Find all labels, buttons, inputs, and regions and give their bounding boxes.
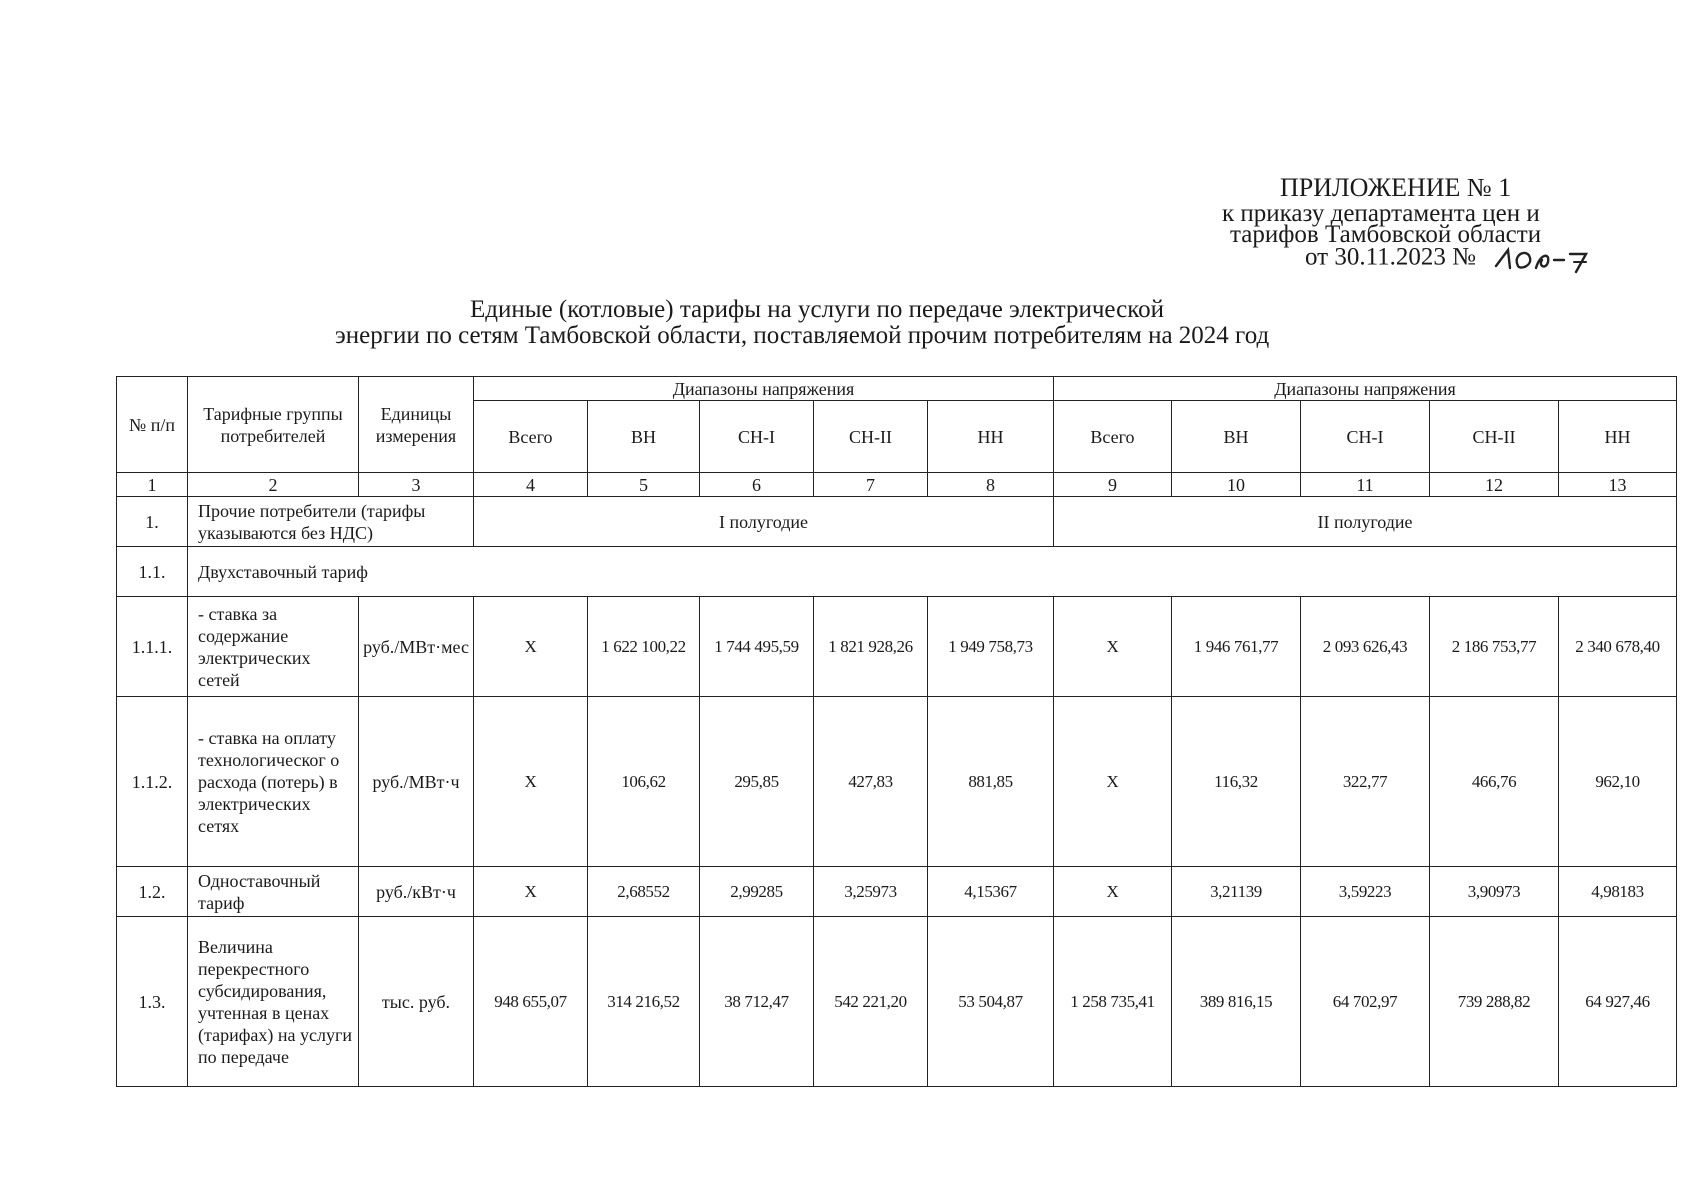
- value-cell: 2 340 678,40: [1559, 597, 1677, 697]
- row-num: 1.1.2.: [117, 697, 188, 867]
- subheader-cell: НН: [928, 401, 1054, 473]
- header-voltage-first-half: Диапазоны напряжения: [474, 377, 1054, 401]
- value-cell: 3,25973: [814, 867, 928, 917]
- row-unit: руб./МВт·мес: [359, 597, 474, 697]
- value-cell: Х: [474, 597, 588, 697]
- value-cell: 314 216,52: [588, 917, 700, 1087]
- value-cell: Х: [474, 697, 588, 867]
- row-name: Величина перекрестного субсидирования, учтенная в ценах (тарифах) на услуги по передаче: [188, 917, 359, 1087]
- value-cell: 427,83: [814, 697, 928, 867]
- value-cell: 64 927,46: [1559, 917, 1677, 1087]
- subheader-cell: СН-I: [700, 401, 814, 473]
- value-cell: 1 622 100,22: [588, 597, 700, 697]
- table-row: [117, 697, 1677, 867]
- half-year-1-label: I полугодие: [474, 497, 1054, 547]
- value-cell: 542 221,20: [814, 917, 928, 1087]
- row-num: 1.3.: [117, 917, 188, 1087]
- appendix-order-date: от 30.11.2023 №: [1305, 243, 1477, 271]
- value-cell: 1 821 928,26: [814, 597, 928, 697]
- subheader-cell: ВН: [1172, 401, 1301, 473]
- value-cell: 1 946 761,77: [1172, 597, 1301, 697]
- value-cell: Х: [474, 867, 588, 917]
- value-cell: 3,21139: [1172, 867, 1301, 917]
- subheader-cell: Всего: [474, 401, 588, 473]
- subheader-cell: СН-II: [814, 401, 928, 473]
- appendix-line-3: [1305, 244, 1600, 274]
- table-header-row: [117, 377, 1677, 401]
- document-title-line-2: энергии по сетям Тамбовской области, поставляемой прочим потребителям на 2024 год: [335, 322, 1270, 349]
- column-index-cell: 3: [359, 473, 474, 497]
- value-cell: 53 504,87: [928, 917, 1054, 1087]
- handwritten-order-number-icon: [1490, 244, 1600, 274]
- value-cell: 2,99285: [700, 867, 814, 917]
- value-cell: 1 744 495,59: [700, 597, 814, 697]
- subheader-cell: ВН: [588, 401, 700, 473]
- value-cell: 3,90973: [1430, 867, 1559, 917]
- value-cell: 295,85: [700, 697, 814, 867]
- column-index-cell: 11: [1301, 473, 1430, 497]
- value-cell: 2,68552: [588, 867, 700, 917]
- row-unit: тыс. руб.: [359, 917, 474, 1087]
- value-cell: 948 655,07: [474, 917, 588, 1087]
- column-index-row: [117, 473, 1677, 497]
- header-units: Единицы измерения: [359, 377, 474, 473]
- value-cell: 2 093 626,43: [1301, 597, 1430, 697]
- row-unit: руб./кВт·ч: [359, 867, 474, 917]
- value-cell: 466,76: [1430, 697, 1559, 867]
- subheader-cell: НН: [1559, 401, 1677, 473]
- header-num: № п/п: [117, 377, 188, 473]
- column-index-cell: 1: [117, 473, 188, 497]
- value-cell: 1 258 735,41: [1054, 917, 1172, 1087]
- row-name: Прочие потребители (тарифы указываются без НДС): [188, 497, 474, 547]
- subheader-cell: СН-II: [1430, 401, 1559, 473]
- value-cell: 64 702,97: [1301, 917, 1430, 1087]
- column-index-cell: 7: [814, 473, 928, 497]
- column-index-cell: 5: [588, 473, 700, 497]
- row-name: - ставка за содержание электрических сетей: [188, 597, 359, 697]
- value-cell: 389 816,15: [1172, 917, 1301, 1087]
- value-cell: 322,77: [1301, 697, 1430, 867]
- value-cell: 2 186 753,77: [1430, 597, 1559, 697]
- value-cell: 739 288,82: [1430, 917, 1559, 1087]
- column-index-cell: 2: [188, 473, 359, 497]
- value-cell: 106,62: [588, 697, 700, 867]
- value-cell: 962,10: [1559, 697, 1677, 867]
- column-index-cell: 9: [1054, 473, 1172, 497]
- table-row: [117, 597, 1677, 697]
- subheader-cell: СН-I: [1301, 401, 1430, 473]
- subheader-cell: Всего: [1054, 401, 1172, 473]
- value-cell: Х: [1054, 867, 1172, 917]
- appendix-line-1: к приказу департамента цен и: [1222, 200, 1540, 227]
- value-cell: 3,59223: [1301, 867, 1430, 917]
- value-cell: 116,32: [1172, 697, 1301, 867]
- row-num: 1.1.: [117, 547, 188, 597]
- row-name: Одноставочный тариф: [188, 867, 359, 917]
- row-name: - ставка на оплату технологическог о расхода (потерь) в электрических сетях: [188, 697, 359, 867]
- table-row: [117, 867, 1677, 917]
- appendix-line-2: тарифов Тамбовской области: [1230, 221, 1542, 248]
- table-row-section-1: [117, 497, 1677, 547]
- row-name: Двухставочный тариф: [188, 547, 1677, 597]
- document-title-line-1: Единые (котловые) тарифы на услуги по передаче электрической: [470, 296, 1164, 323]
- column-index-cell: 10: [1172, 473, 1301, 497]
- tariff-table: [116, 376, 1677, 1087]
- header-groups: Тарифные группы потребителей: [188, 377, 359, 473]
- row-num: 1.: [117, 497, 188, 547]
- appendix-title: ПРИЛОЖЕНИЕ № 1: [1280, 173, 1512, 202]
- column-index-cell: 12: [1430, 473, 1559, 497]
- value-cell: 38 712,47: [700, 917, 814, 1087]
- column-index-cell: 8: [928, 473, 1054, 497]
- row-num: 1.2.: [117, 867, 188, 917]
- value-cell: 881,85: [928, 697, 1054, 867]
- value-cell: Х: [1054, 697, 1172, 867]
- table-row: [117, 917, 1677, 1087]
- value-cell: Х: [1054, 597, 1172, 697]
- column-index-cell: 4: [474, 473, 588, 497]
- table-row-two-rate: [117, 547, 1677, 597]
- row-num: 1.1.1.: [117, 597, 188, 697]
- half-year-2-label: II полугодие: [1054, 497, 1677, 547]
- column-index-cell: 13: [1559, 473, 1677, 497]
- column-index-cell: 6: [700, 473, 814, 497]
- value-cell: 4,98183: [1559, 867, 1677, 917]
- value-cell: 4,15367: [928, 867, 1054, 917]
- row-unit: руб./МВт·ч: [359, 697, 474, 867]
- header-voltage-second-half: Диапазоны напряжения: [1054, 377, 1677, 401]
- value-cell: 1 949 758,73: [928, 597, 1054, 697]
